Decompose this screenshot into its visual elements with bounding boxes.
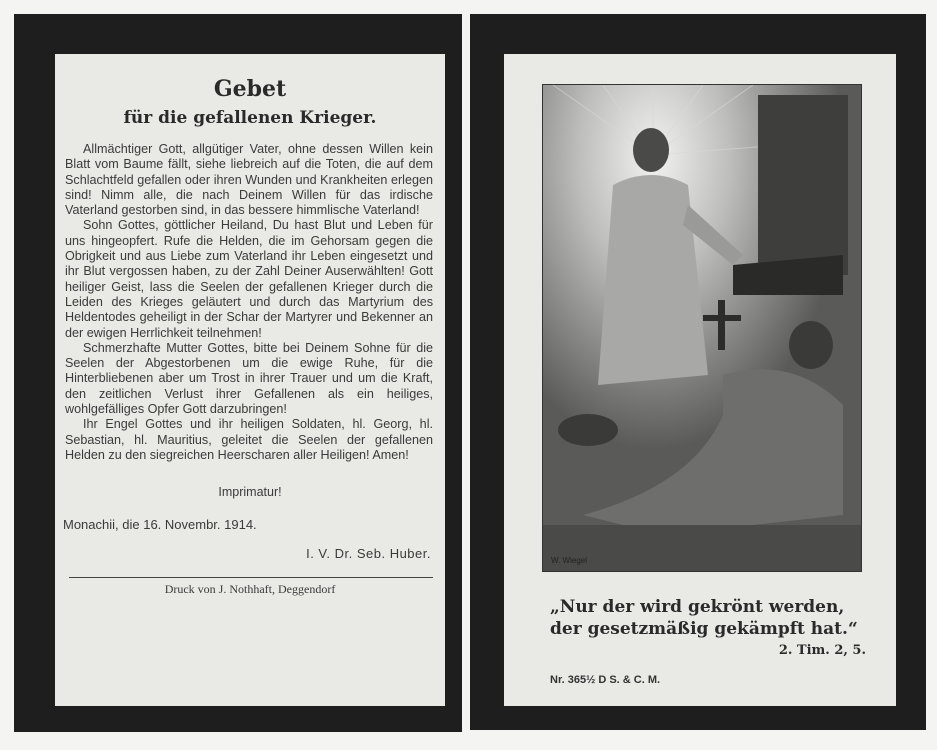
scripture-reference: 2. Tim. 2, 5. <box>778 643 866 658</box>
prayer-paragraph: Schmerzhafte Mutter Gottes, bitte bei Deinem Sohne für die Seelen der Abgestorbenen um die ewige Ruhe, für die Hinterbliebenen aber um Trost in ihrer Trauer und um die Kraft, den zeitlichen Verlust ihrer Gefallenen als ein heiliges, wohlgefälliges Opfer Gott darzubringen! <box>65 340 433 417</box>
prayer-subtitle: für die gefallenen Krieger. <box>123 108 377 128</box>
illustration-jesus-and-soldiers <box>543 85 861 571</box>
prayer-paragraph: Allmächtiger Gott, allgütiger Vater, ohne dessen Willen kein Blatt vom Baume fällt, siehe liebreich auf die Toten, die auf dem Schlachtfeld gefallen oder ihren Wunden und Krankheiten erlegen sind! Nimm alle, die nach Deinem Willen für das irdische Vaterland gestorben sind, in das bessere himmlische Vaterland! <box>65 142 433 218</box>
imprimatur: Imprimatur! <box>218 485 282 500</box>
catalog-number: Nr. 365½ D S. & C. M. <box>550 674 661 686</box>
prayer-card <box>14 14 462 732</box>
quote-line: der gesetzmäßig gekämpft hat.“ <box>550 619 858 639</box>
prayer-paragraph: Sohn Gottes, göttlicher Heiland, Du hast Blut und Leben für uns hingeopfert. Rufe die Helden, die im Gehorsam gegen die Obrigkeit und aus Liebe zum Vaterland ihr Leben eingesetzt und ihr Blut vergossen haben, zu der Zahl Deiner Auserwählten! Gott heiliger Geist, lass die Seelen der gefallenen Krieger durch die Leiden des Krieges geläutert und durch das Martyrium des Heldentodes geheiligt in der Schar der Martyrer und Bekenner an der ewigen Herrlichkeit teilnehmen! <box>65 218 433 340</box>
printer-credit: Druck von J. Nothhaft, Deggendorf <box>164 582 336 597</box>
scripture-quote <box>550 596 858 640</box>
prayer-text <box>65 142 433 463</box>
imprimatur-signature: I. V. Dr. Seb. Huber. <box>306 546 431 562</box>
prayer-title: Gebet <box>213 76 287 102</box>
image-card <box>470 14 926 730</box>
devotional-illustration <box>542 84 862 572</box>
imprimatur-date: Monachii, die 16. Novembr. 1914. <box>63 517 257 533</box>
divider <box>69 577 433 578</box>
prayer-card-paper <box>55 54 445 706</box>
image-card-paper <box>504 54 896 706</box>
painter-signature: W. Wiegel <box>551 556 588 565</box>
quote-line: „Nur der wird gekrönt werden, <box>550 597 845 617</box>
prayer-paragraph: Ihr Engel Gottes und ihr heiligen Soldaten, hl. Georg, hl. Sebastian, hl. Mauritius, geleitet die Seelen der gefallenen Helden zu den siegreichen Heerscharen aller Heiligen! Amen! <box>65 417 433 462</box>
